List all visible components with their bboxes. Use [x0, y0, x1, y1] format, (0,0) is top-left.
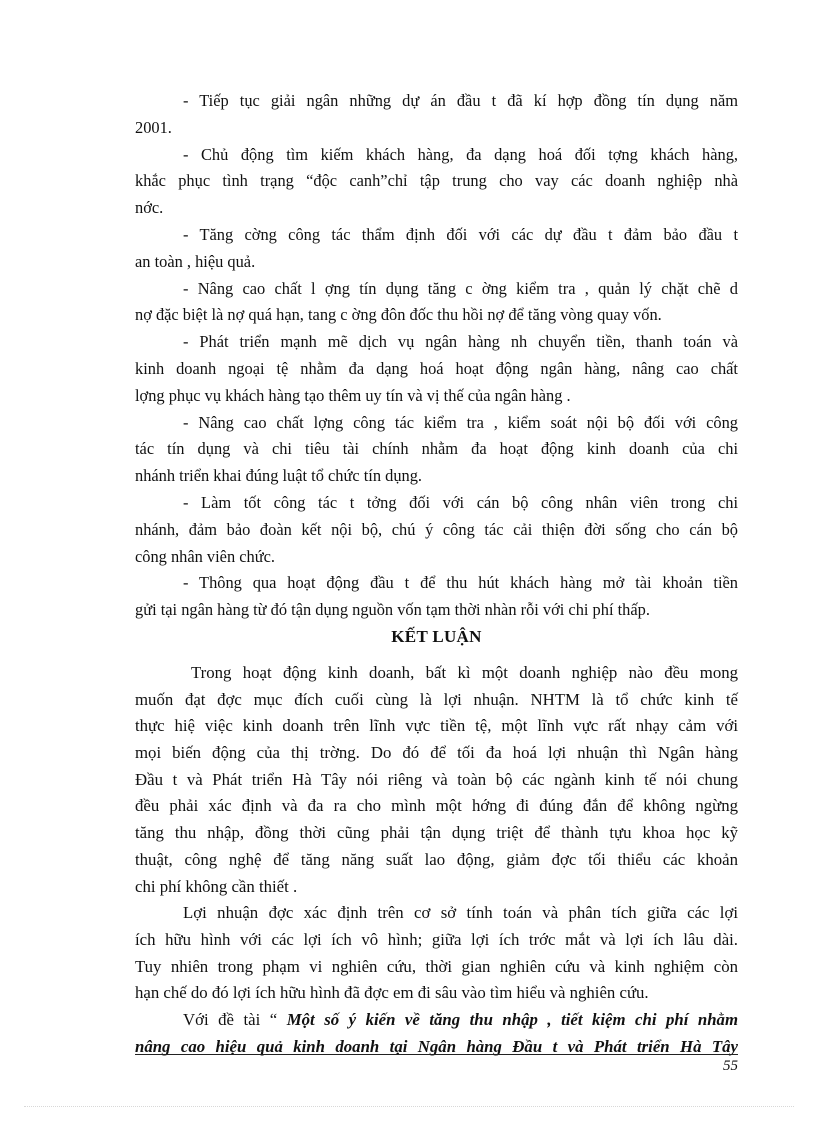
text-line: Đầu t và Phát triển Hà Tây nói riêng và toàn bộ các ngành kinh tế nói chung [135, 769, 738, 789]
text-line: tăng thu nhập, đồng thời cũng phải tận dụng triệt để thành tựu khoa học kỹ [135, 823, 738, 843]
list-item [135, 222, 738, 276]
list-item [135, 276, 738, 330]
list-item [135, 88, 738, 142]
lead-text: Với đề tài “ [183, 1010, 287, 1030]
text-line: muốn đạt đợc mục đích cuối cùng là lợi nhuận. NHTM là tổ chức kinh tế [135, 689, 738, 709]
list-item [135, 142, 738, 222]
text-line: gửi tại ngân hàng từ đó tận dụng nguồn vốn tạm thời nhàn rỗi với chi phí thấp. [135, 600, 650, 620]
text-line: kinh doanh ngoại tệ nhằm đa dạng hoá hoạt động ngân hàng, nâng cao chất [135, 358, 738, 378]
text-line: thực hiệ việc kinh doanh trên lĩnh vực tiền tệ, một lĩnh vực rất nhạy cảm với [135, 716, 738, 736]
list-item [135, 490, 738, 570]
list-item [135, 410, 738, 490]
text-line: nớc. [135, 198, 164, 218]
text-line: - Thông qua hoạt động đầu t để thu hút khách hàng mở tài khoản tiền [183, 573, 738, 593]
page-bottom-edge [24, 1106, 794, 1107]
text-line: nhánh, đảm bảo đoàn kết nội bộ, chú ý công tác cải thiện đời sống cho cán bộ [135, 519, 738, 539]
text-line: nợ đặc biệt là nợ quá hạn, tang c ờng đôn đốc thu hồi nợ để tăng vòng quay vốn. [135, 305, 662, 325]
list-item [135, 570, 738, 624]
recommendation-list [135, 88, 738, 624]
text-line: 2001. [135, 117, 172, 137]
conclusion-paragraph [135, 1007, 738, 1060]
text-line: - Tăng cờng công tác thẩm định đối với các dự đầu t đảm bảo đầu t [183, 224, 738, 244]
document-body [135, 88, 738, 1060]
text-line [135, 1007, 738, 1034]
footer-divider [135, 1054, 738, 1055]
page-number: 55 [723, 1058, 738, 1074]
text-line: - Làm tốt công tác t tởng đối với cán bộ công nhân viên trong chi [183, 492, 738, 512]
text-line: ích hữu hình với các lợi ích vô hình; giữa lợi ích trớc mắt và lợi ích lâu dài. [135, 929, 738, 949]
text-line: - Nâng cao chất l ợng tín dụng tăng c ờng kiểm tra , quản lý chặt chẽ d [183, 278, 738, 298]
conclusion-paragraph [135, 900, 738, 1007]
text-line: công nhân viên chức. [135, 546, 275, 566]
text-line: chi phí không cần thiết . [135, 876, 298, 896]
thesis-title: Một số ý kiến về tăng thu nhập , tiết kiệm chi phí nhằm [286, 1010, 739, 1030]
text-line: - Nâng cao chất lợng công tác kiểm tra , kiểm soát nội bộ đối với công [183, 412, 738, 432]
text-line: Trong hoạt động kinh doanh, bất kì một doanh nghiệp nào đều mong [191, 662, 738, 682]
text-line: Lợi nhuận đợc xác định trên cơ sở tính toán và phân tích giữa các lợi [183, 903, 738, 923]
text-line: - Phát triển mạnh mẽ dịch vụ ngân hàng nh chuyển tiền, thanh toán và [183, 332, 738, 352]
text-line: an toàn , hiệu quả. [135, 251, 256, 271]
list-item [135, 329, 738, 409]
text-line: - Tiếp tục giải ngân những dự án đầu t đã kí hợp đồng tín dụng năm [183, 91, 738, 110]
text-line: - Chủ động tìm kiếm khách hàng, đa dạng hoá đối tợng khách hàng, [183, 144, 738, 164]
text-line: mọi biến động của thị trờng. Do đó để tối đa hoá lợi nhuận thì Ngân hàng [135, 743, 738, 763]
text-line: hạn chế do đó lợi ích hữu hình đã đợc em đi sâu vào tìm hiểu và nghiên cứu. [135, 983, 649, 1003]
text-line: đều phải xác định và đa ra cho mình một hớng đi đúng đắn để không ngừng [135, 796, 738, 816]
text-line: tác tín dụng và chi tiêu tài chính nhằm đa hoạt động kinh doanh của chi [135, 439, 738, 459]
text-line: khắc phục tình trạng “độc canh”chỉ tập trung cho vay các doanh nghiệp nhà [135, 171, 738, 191]
text-line [135, 1034, 738, 1061]
conclusion-heading: KẾT LUẬN [391, 626, 482, 646]
conclusion-paragraph [135, 660, 738, 900]
text-line: thuật, công nghệ để tăng năng suất lao động, giảm đợc tối thiểu các khoản [135, 849, 738, 869]
text-line: Tuy nhiên trong phạm vi nghiên cứu, thời gian nghiên cứu và kinh nghiệm còn [135, 956, 738, 976]
conclusion-section [135, 660, 738, 1061]
text-line: lợng phục vụ khách hàng tạo thêm uy tín và vị thế của ngân hàng . [135, 385, 571, 405]
thesis-title: nâng cao hiệu quả kinh doanh tại Ngân hàng Đầu t và Phát triển Hà Tây [135, 1036, 738, 1056]
text-line: nhánh triển khai đúng luật tổ chức tín dụng. [135, 466, 423, 486]
